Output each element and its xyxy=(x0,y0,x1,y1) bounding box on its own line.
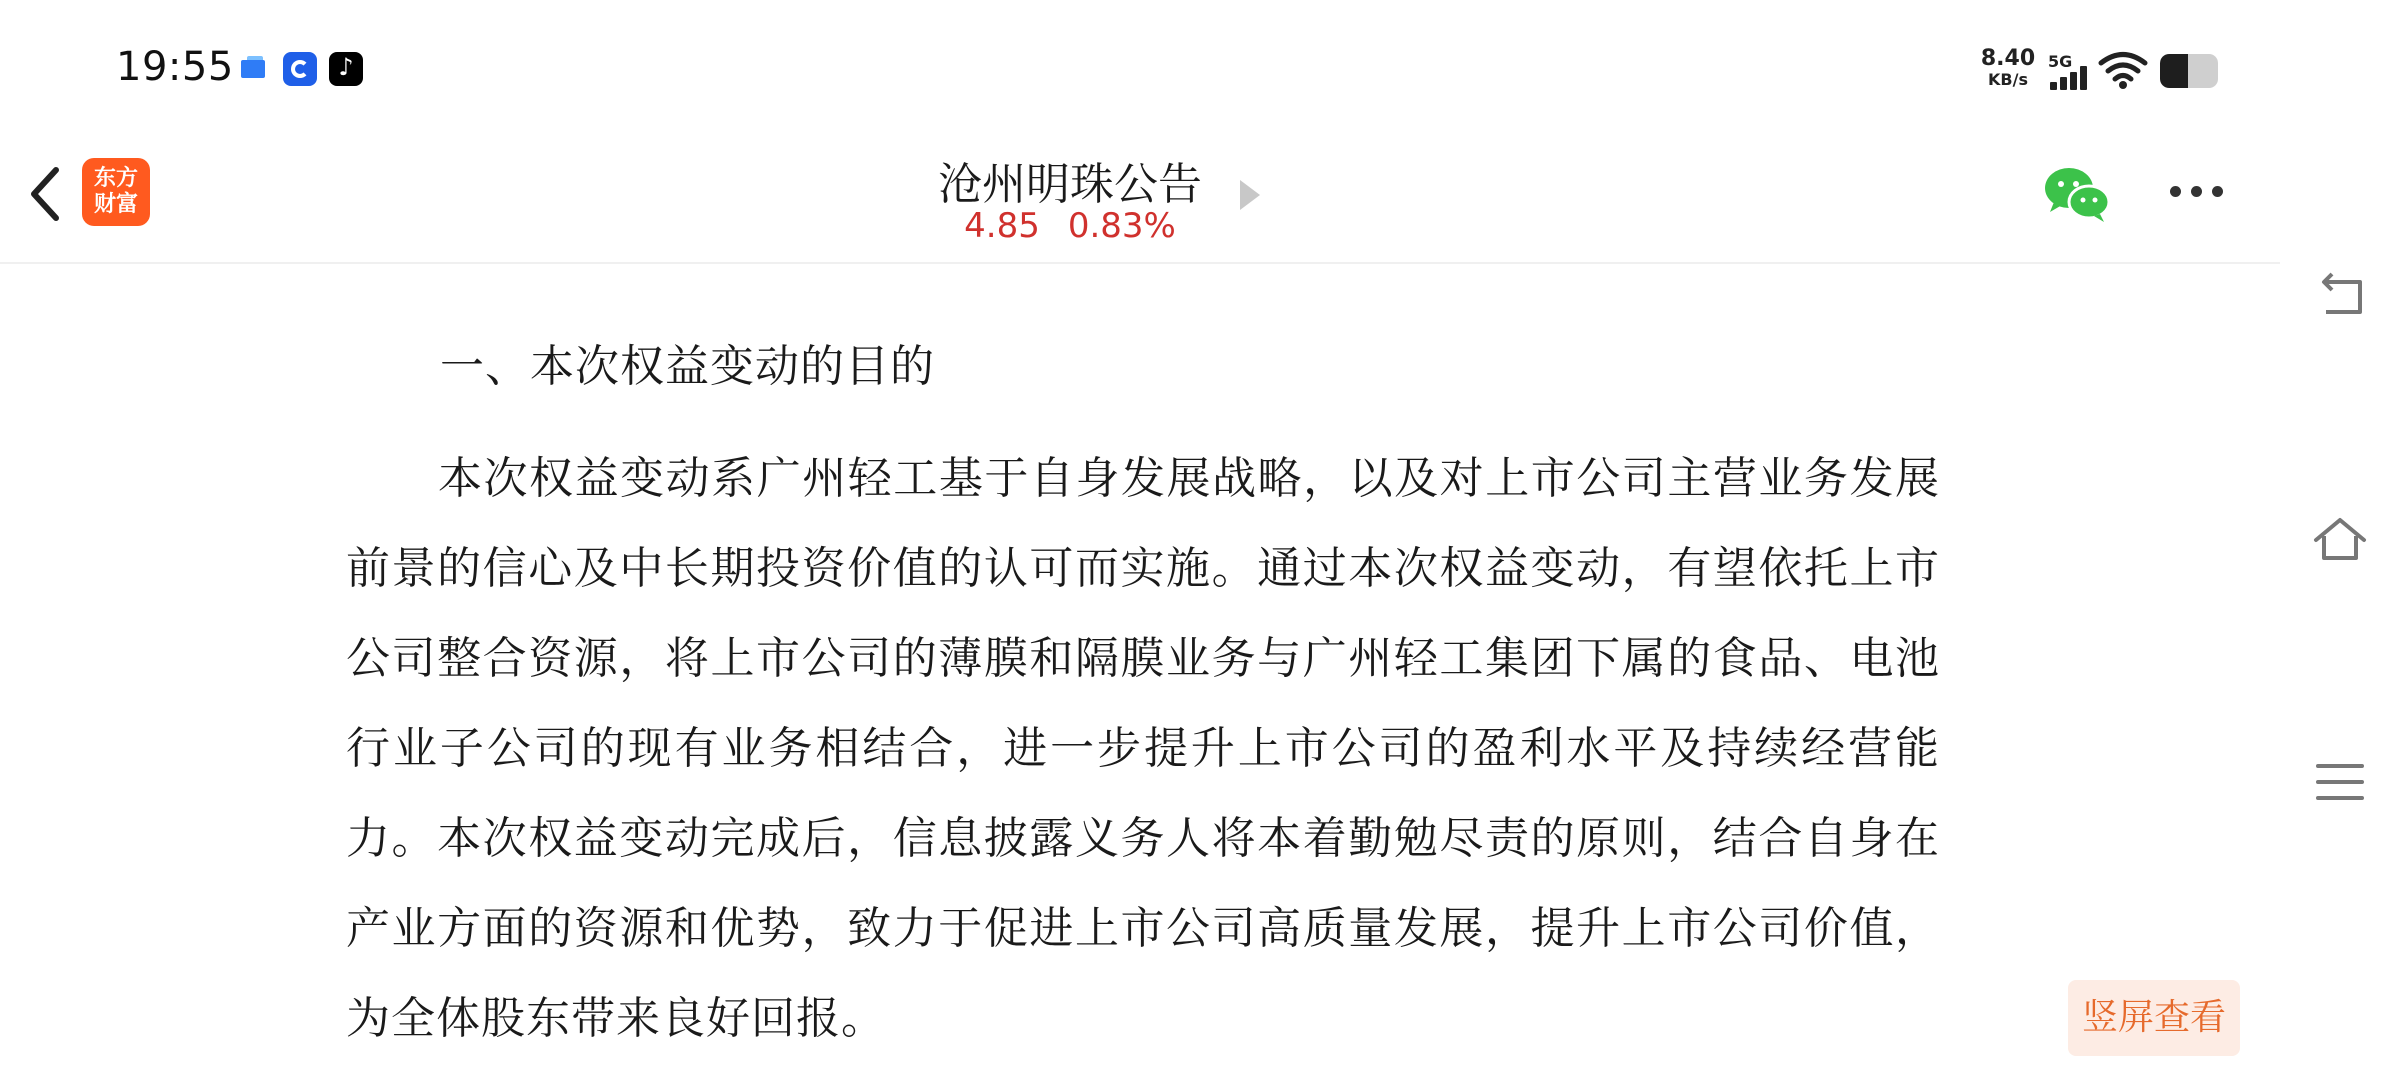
more-icon[interactable] xyxy=(2170,186,2224,200)
tiktok-app-icon: ♪ xyxy=(329,52,363,86)
page-title: 沧州明珠公告 xyxy=(938,159,1202,210)
stock-change: 0.83% xyxy=(1067,206,1176,246)
stock-quote xyxy=(900,206,1240,246)
section-heading: 一、本次权益变动的目的 xyxy=(440,341,935,392)
navigation-rail xyxy=(2280,0,2400,1080)
network-speed xyxy=(1980,48,2036,88)
file-transfer-app-icon xyxy=(236,52,270,86)
header-bar xyxy=(0,140,2280,264)
browser-app-icon xyxy=(283,52,317,86)
wifi-icon xyxy=(2098,50,2148,90)
status-bar xyxy=(0,0,2280,140)
network-speed-value: 8.40 xyxy=(1980,46,2036,71)
nav-menu-icon[interactable] xyxy=(2310,752,2370,812)
stock-price: 4.85 xyxy=(964,206,1040,246)
nav-back-icon[interactable] xyxy=(2310,268,2370,328)
status-time: 19:55 xyxy=(116,44,234,90)
back-icon[interactable] xyxy=(26,164,66,224)
portrait-view-button[interactable]: 竖屏查看 xyxy=(2068,980,2240,1056)
network-speed-unit: KB/s xyxy=(1988,70,2028,89)
wechat-icon[interactable] xyxy=(2042,164,2112,224)
app-logo[interactable]: 东方 财富 xyxy=(82,158,150,226)
nav-home-icon[interactable] xyxy=(2310,510,2370,570)
network-type: 5G xyxy=(2048,52,2073,71)
battery-icon xyxy=(2160,54,2218,88)
signal-icon xyxy=(2050,66,2090,90)
body-paragraph: 本次权益变动系广州轻工基于自身发展战略，以及对上市公司主营业务发展前景的信心及中长期投资价值的认可而实施。通过本次权益变动，有望依托上市公司整合资源，将上市公司的薄膜和隔膜业务与广州轻工集团下属的食品、电池行业子公司的现有业务相结合，进一步提升上市公司的盈利水平及持续经营能力。本次权益变动完成后，信息披露义务人将本着勤勉尽责的原则，结合自身在产业方面的资源和优势，致力于促进上市公司高质量发展，提升上市公司价值，为全体股东带来良好回报。 xyxy=(346,453,1940,1044)
play-icon[interactable] xyxy=(1238,178,1262,212)
